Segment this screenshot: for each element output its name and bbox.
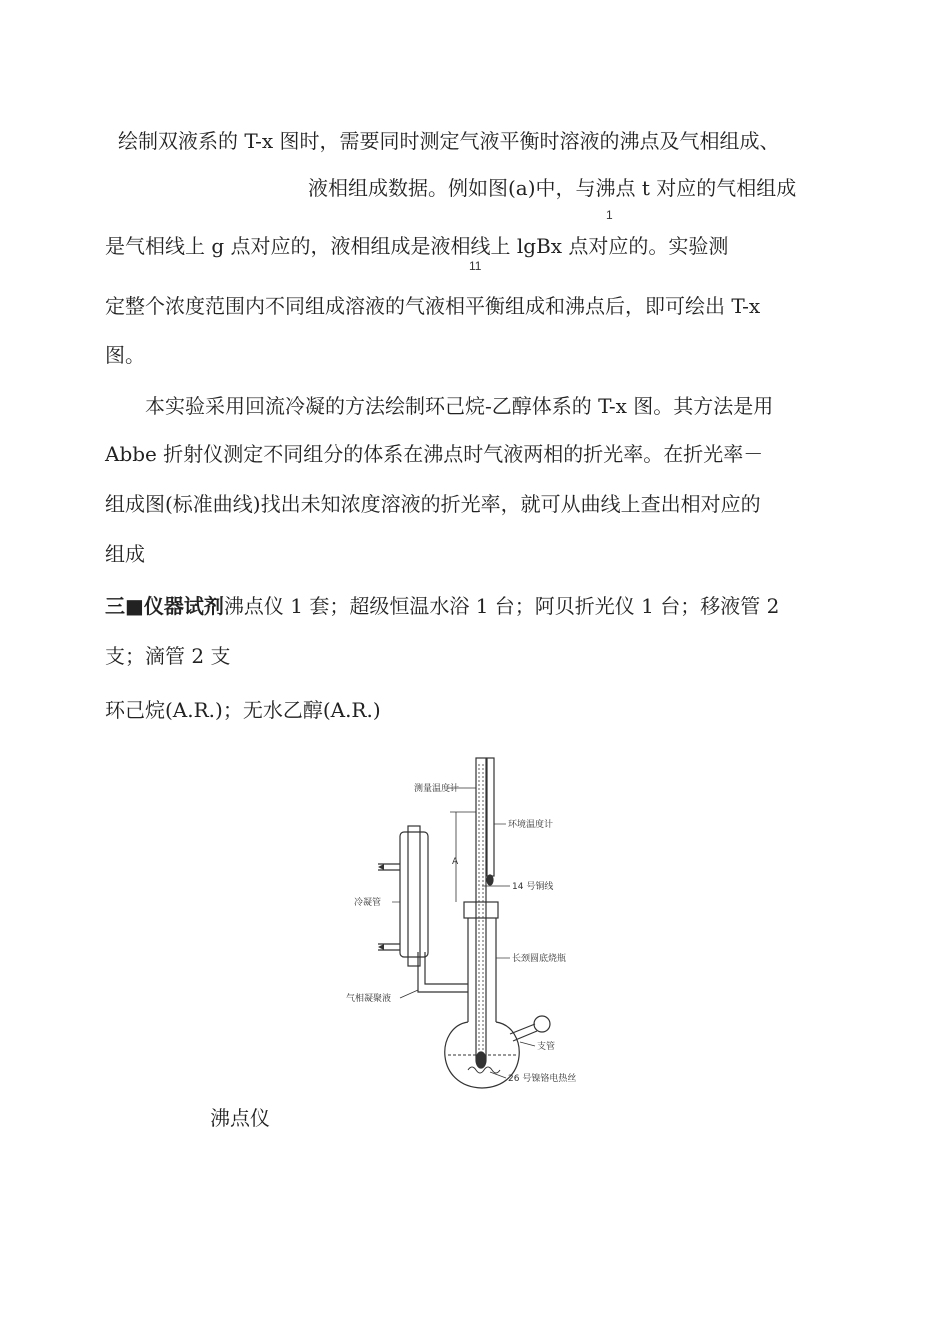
label-condenser: 冷凝管	[354, 898, 382, 908]
condenser-shape	[400, 832, 428, 957]
p2-line2: Abbe 折射仪测定不同组分的体系在沸点时气液两相的折光率。在折光率－	[105, 442, 764, 466]
subscript-11: 11	[469, 259, 482, 273]
label-condensate: 气相凝聚液	[346, 994, 392, 1004]
measuring-thermometer-shape	[476, 758, 486, 1058]
subscript-1: 1	[606, 208, 613, 222]
thermometer-bulb-shape	[476, 1052, 486, 1068]
side-tube-stopper-shape	[534, 1016, 550, 1032]
label-wire: 14 号铜线	[512, 882, 554, 892]
section3-line2: 支；滴管 2 支	[105, 644, 231, 668]
figure-caption: 沸点仪	[210, 1106, 270, 1130]
reagents-line: 环己烷(A.R.)；无水乙醇(A.R.)	[105, 698, 381, 722]
label-thermometer: 测量温度计	[414, 784, 460, 794]
section3-line1	[105, 592, 779, 620]
p1-line5: 图。	[105, 343, 145, 367]
section3-heading: 三■仪器试剂	[105, 594, 224, 618]
label-ambient-thermometer: 环境温度计	[508, 820, 554, 830]
section3-line1-text: 沸点仪 1 套；超级恒温水浴 1 台；阿贝折光仪 1 台；移液管 2	[223, 594, 780, 618]
p1-line1: 绘制双液系的 T-x 图时，需要同时测定气液平衡时溶液的沸点及气相组成、	[118, 129, 780, 153]
p1-line2: 液相组成数据。例如图(a)中，与沸点 t 对应的气相组成	[308, 176, 797, 200]
label-a: A	[452, 857, 459, 867]
p2-line4: 组成	[105, 542, 145, 566]
p1-line4: 定整个浓度范围内不同组成溶液的气液相平衡组成和沸点后，即可绘出 T-x	[105, 294, 761, 318]
p1-line3: 是气相线上 g 点对应的，液相组成是液相线上 lgBx 点对应的。实验测	[105, 234, 729, 258]
label-side-tube: 支管	[537, 1042, 556, 1052]
label-heater: 26 号镍铬电热丝	[508, 1074, 577, 1084]
p2-line3: 组成图(标准曲线)找出未知浓度溶液的折光率，就可从曲线上查出相对应的	[105, 492, 761, 516]
ambient-thermometer-shape	[487, 758, 494, 876]
p2-line1: 本实验采用回流冷凝的方法绘制环己烷-乙醇体系的 T-x 图。其方法是用	[145, 394, 774, 418]
boiling-point-apparatus-figure	[330, 752, 620, 1092]
label-flask: 长颈圆底烧瓶	[512, 954, 567, 964]
